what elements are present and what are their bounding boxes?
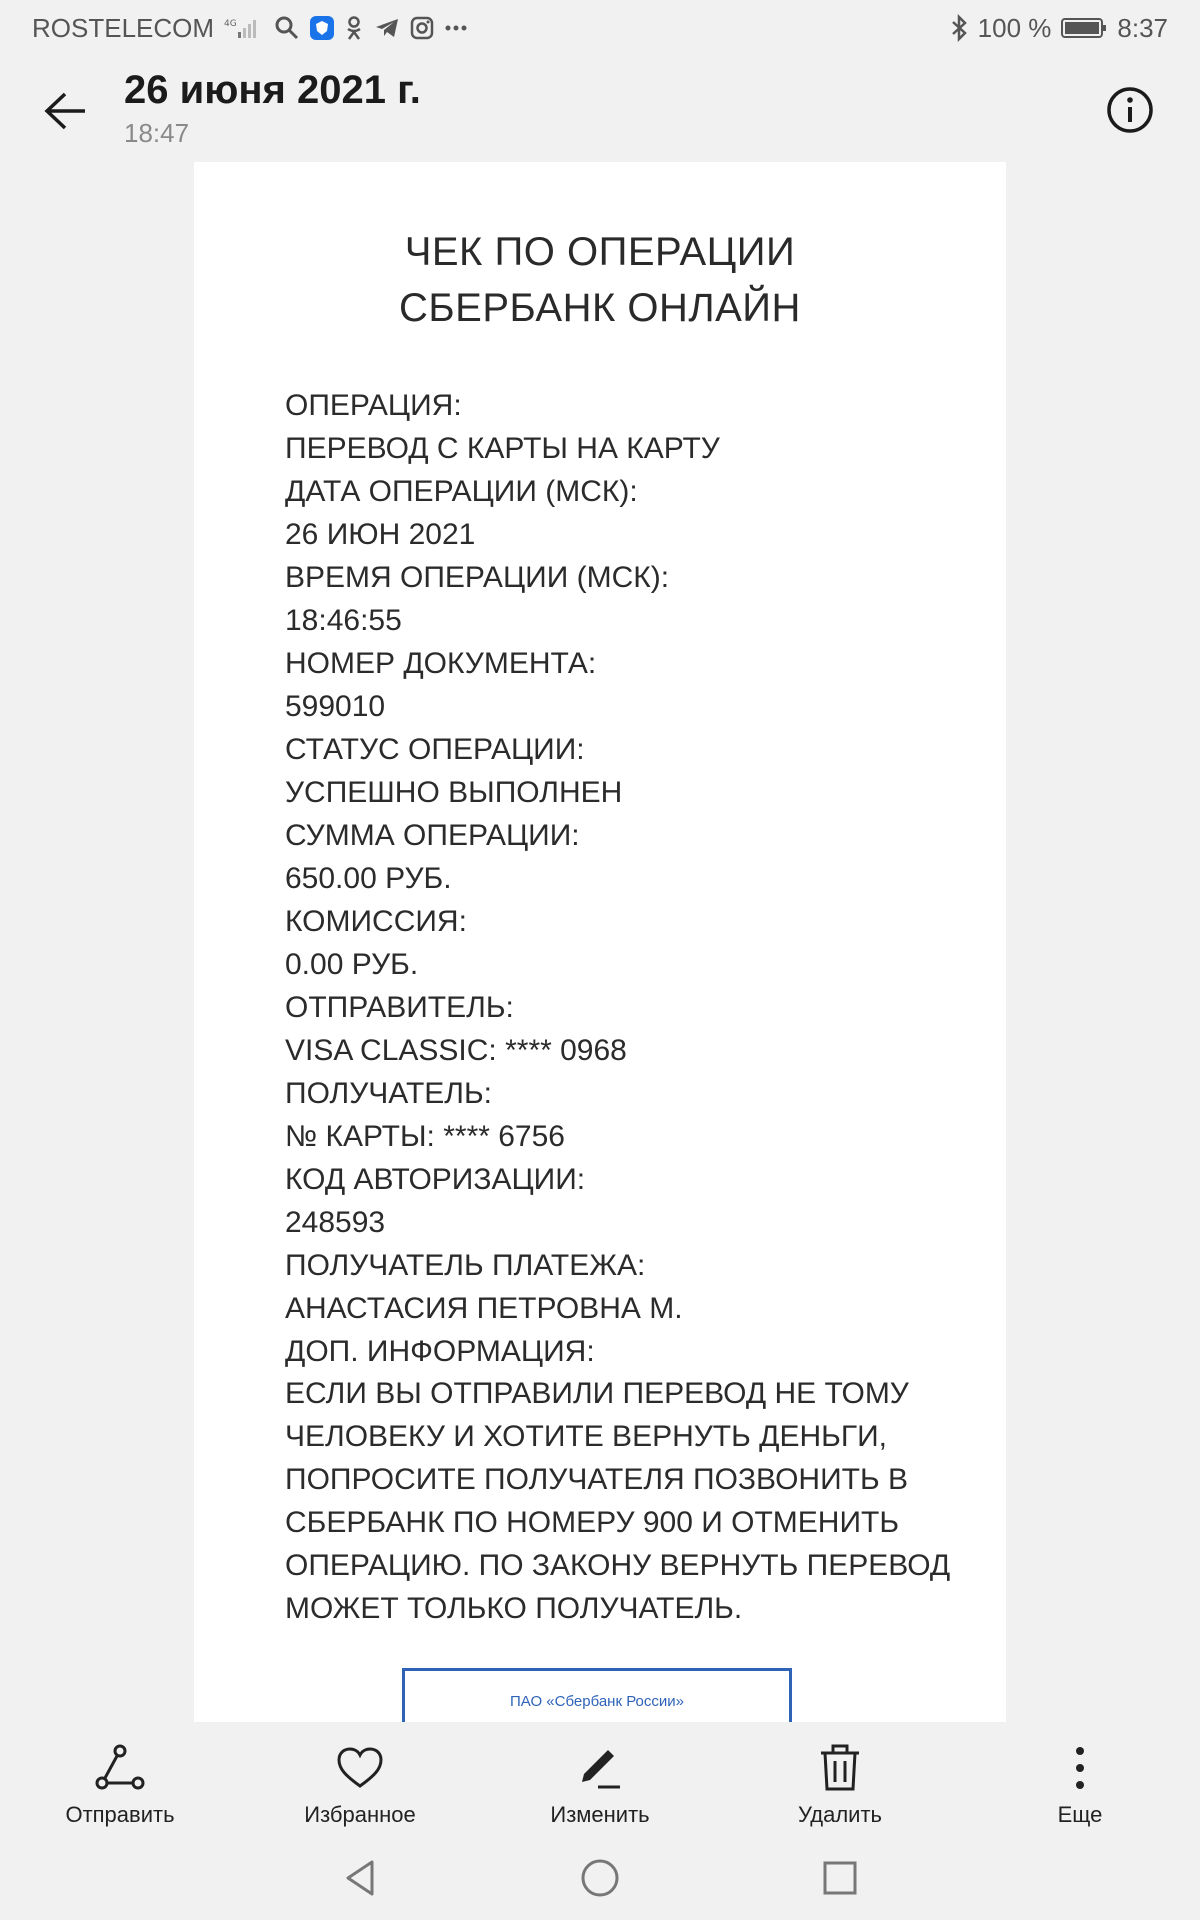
receipt-note-line: МОЖЕТ ТОЛЬКО ПОЛУЧАТЕЛЬ. <box>285 1592 743 1625</box>
page-subtitle-time: 18:47 <box>124 118 190 148</box>
telegram-icon <box>374 16 400 40</box>
receipt-line: VISA CLASSIC: **** 0968 <box>285 1034 627 1067</box>
search-icon <box>274 15 300 41</box>
home-circle-icon <box>579 1857 621 1899</box>
nav-recents-button[interactable] <box>810 1848 870 1908</box>
nav-back-button[interactable] <box>330 1848 390 1908</box>
receipt-title <box>194 224 1006 336</box>
receipt-line: № КАРТЫ: **** 6756 <box>285 1120 565 1153</box>
pencil-icon <box>576 1744 624 1792</box>
viewer-header <box>0 60 1200 160</box>
receipt-note-line: ОПЕРАЦИЮ. ПО ЗАКОНУ ВЕРНУТЬ ПЕРЕВОД <box>285 1549 951 1582</box>
status-bar-right <box>950 13 1168 44</box>
bluetooth-icon <box>950 14 968 42</box>
more-button[interactable] <box>980 1722 1180 1828</box>
receipt-line: ОТПРАВИТЕЛЬ: <box>285 991 514 1024</box>
receipt-note-line: ЕСЛИ ВЫ ОТПРАВИЛИ ПЕРЕВОД НЕ ТОМУ <box>285 1377 909 1410</box>
receipt-line: 599010 <box>285 690 386 723</box>
receipt-line: 0.00 РУБ. <box>285 948 419 981</box>
receipt-line: АНАСТАСИЯ ПЕТРОВНА М. <box>285 1292 683 1325</box>
receipt-note <box>285 1372 985 1630</box>
system-nav-bar <box>0 1836 1200 1920</box>
status-bar-left <box>32 13 468 44</box>
receipt-line: УСПЕШНО ВЫПОЛНЕН <box>285 776 623 809</box>
shield-app-icon <box>310 16 334 40</box>
receipt-note-line: СБЕРБАНК ПО НОМЕРУ 900 И ОТМЕНИТЬ <box>285 1506 900 1539</box>
trash-icon <box>818 1744 862 1792</box>
receipt-note-line: ЧЕЛОВЕКУ И ХОТИТЕ ВЕРНУТЬ ДЕНЬГИ, <box>285 1420 887 1453</box>
receipt-line: ДАТА ОПЕРАЦИИ (МСК): <box>285 475 638 508</box>
nav-home-button[interactable] <box>570 1848 630 1908</box>
battery-percent: 100 % <box>977 12 1052 43</box>
delete-label: Удалить <box>798 1802 882 1827</box>
receipt-title-line2: СБЕРБАНК ОНЛАЙН <box>399 286 801 330</box>
stamp-text: ПАО «Сбербанк России» <box>510 1693 684 1710</box>
info-button[interactable] <box>1102 82 1158 138</box>
status-bar <box>0 0 1200 56</box>
back-triangle-icon <box>340 1858 380 1898</box>
clock: 8:37 <box>1117 12 1168 43</box>
receipt-line: ПОЛУЧАТЕЛЬ ПЛАТЕЖА: <box>285 1249 646 1282</box>
instagram-icon <box>410 16 434 40</box>
favorite-button[interactable] <box>260 1722 460 1828</box>
receipt-line: 248593 <box>285 1206 386 1239</box>
receipt-image[interactable] <box>194 162 1006 1722</box>
delete-button[interactable] <box>740 1722 940 1828</box>
receipt-line: ПЕРЕВОД С КАРТЫ НА КАРТУ <box>285 432 720 465</box>
odnoklassniki-icon <box>344 15 364 41</box>
svg-text:4G: 4G <box>224 19 237 29</box>
receipt-line: ОПЕРАЦИЯ: <box>285 389 462 422</box>
more-vertical-icon <box>1072 1744 1088 1792</box>
receipt-line: КОМИССИЯ: <box>285 905 467 938</box>
receipt-line: СУММА ОПЕРАЦИИ: <box>285 819 580 852</box>
receipt-line: НОМЕР ДОКУМЕНТА: <box>285 647 597 680</box>
more-label: Еще <box>1057 1802 1103 1827</box>
info-icon <box>1106 86 1154 134</box>
receipt-note-line: ПОПРОСИТЕ ПОЛУЧАТЕЛЯ ПОЗВОНИТЬ В <box>285 1463 908 1496</box>
arrow-left-icon <box>43 91 87 131</box>
receipt-line: ДОП. ИНФОРМАЦИЯ: <box>285 1335 595 1368</box>
more-notifications-icon <box>444 23 468 33</box>
receipt-line: 650.00 РУБ. <box>285 862 452 895</box>
share-icon <box>94 1744 146 1792</box>
receipt-line: 18:46:55 <box>285 604 402 637</box>
recents-square-icon <box>821 1859 859 1897</box>
edit-button[interactable] <box>500 1722 700 1828</box>
carrier-name: ROSTELECOM <box>32 12 215 43</box>
bank-stamp <box>402 1668 792 1722</box>
send-label: Отправить <box>65 1802 175 1827</box>
battery-icon <box>1061 16 1107 40</box>
receipt-details <box>285 384 985 1373</box>
edit-label: Изменить <box>550 1802 650 1827</box>
page-title: 26 июня 2021 г. <box>124 68 421 112</box>
receipt-line: СТАТУС ОПЕРАЦИИ: <box>285 733 585 766</box>
send-button[interactable] <box>20 1722 220 1828</box>
receipt-line: КОД АВТОРИЗАЦИИ: <box>285 1163 586 1196</box>
favorite-label: Избранное <box>304 1802 416 1827</box>
bottom-toolbar <box>0 1722 1200 1834</box>
receipt-line: ПОЛУЧАТЕЛЬ: <box>285 1077 493 1110</box>
signal-icon <box>224 16 264 40</box>
heart-icon <box>336 1746 384 1790</box>
back-button[interactable] <box>38 84 92 138</box>
receipt-title-line1: ЧЕК ПО ОПЕРАЦИИ <box>404 230 796 274</box>
receipt-line: 26 ИЮН 2021 <box>285 518 476 551</box>
receipt-line: ВРЕМЯ ОПЕРАЦИИ (МСК): <box>285 561 670 594</box>
